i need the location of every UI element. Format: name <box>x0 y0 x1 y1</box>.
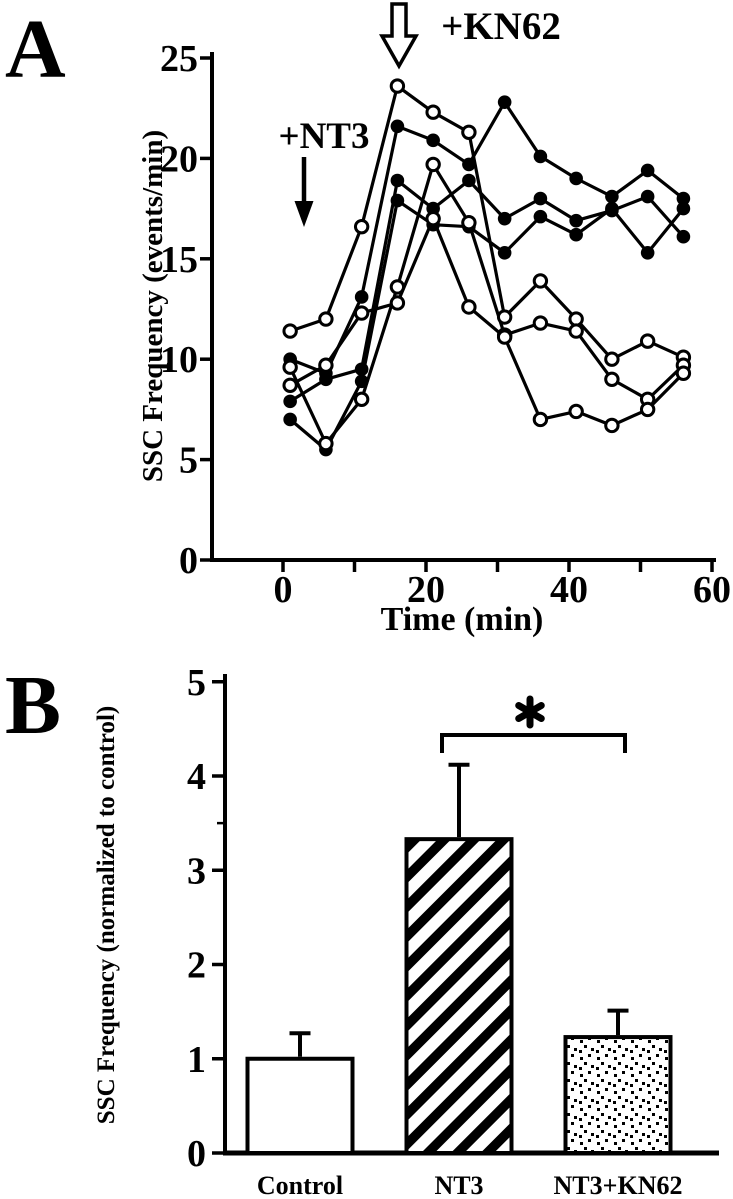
panel-a-y-axis-title: SSC Frequency (events/min) <box>137 129 169 483</box>
data-point-filled <box>498 95 512 109</box>
data-point-filled <box>534 150 548 164</box>
data-point-filled <box>355 290 369 304</box>
data-point-open <box>677 367 689 379</box>
data-point-open <box>606 419 618 431</box>
data-point-open <box>391 80 403 92</box>
data-point-filled <box>641 246 655 260</box>
data-point-open <box>534 413 546 425</box>
data-point-filled <box>641 164 655 178</box>
data-point-open <box>427 158 439 170</box>
data-point-filled <box>534 192 548 206</box>
data-point-open <box>320 359 332 371</box>
y-tick-label: 20 <box>160 138 198 181</box>
panel-a-letter: A <box>5 3 66 96</box>
y-tick-label: 4 <box>187 756 206 798</box>
data-point-open <box>284 325 296 337</box>
data-point-open <box>427 106 439 118</box>
data-point-open <box>320 313 332 325</box>
data-point-open <box>355 393 367 405</box>
data-point-open <box>320 437 332 449</box>
data-point-filled <box>569 228 583 242</box>
data-point-filled <box>677 202 691 216</box>
data-point-open <box>355 220 367 232</box>
data-point-filled <box>641 190 655 204</box>
data-point-open <box>534 275 546 287</box>
data-point-filled <box>462 158 476 172</box>
nt3-solid-arrow-head <box>295 201 314 227</box>
x-tick-label: 20 <box>407 569 445 611</box>
significance-bracket <box>442 735 625 753</box>
data-point-open <box>284 379 296 391</box>
data-point-filled <box>391 119 405 133</box>
data-point-open <box>427 212 439 224</box>
kn62-open-arrow <box>382 4 416 66</box>
y-tick-label: 5 <box>187 661 206 704</box>
bar-nt3+kn62 <box>566 1037 671 1153</box>
data-point-filled <box>569 172 583 186</box>
data-point-filled <box>391 194 405 208</box>
data-point-filled <box>426 134 440 148</box>
panel-b-letter: B <box>5 659 62 752</box>
data-point-open <box>498 311 510 323</box>
data-point-filled <box>498 246 512 260</box>
data-point-open <box>463 216 475 228</box>
data-point-filled <box>355 362 369 376</box>
data-point-open <box>606 373 618 385</box>
data-point-filled <box>391 174 405 188</box>
panel-b-y-axis-title: SSC Frequency (normalized to control) <box>93 705 120 1125</box>
bar-label-nt3-kn62: NT3+KN62 <box>553 1171 683 1199</box>
data-point-open <box>463 301 475 313</box>
data-point-open <box>641 335 653 347</box>
y-tick-label: 10 <box>160 339 198 382</box>
series-line-filled-cell-2 <box>290 181 683 402</box>
y-tick-label: 15 <box>160 238 198 281</box>
y-tick-label: 5 <box>179 439 198 482</box>
data-point-open <box>641 403 653 415</box>
data-point-open <box>391 297 403 309</box>
data-point-filled <box>283 413 297 427</box>
data-point-open <box>534 317 546 329</box>
x-tick-label: 60 <box>693 569 731 611</box>
x-tick-label: 0 <box>273 569 293 611</box>
y-tick-label: 1 <box>187 1038 206 1081</box>
data-point-open <box>570 313 582 325</box>
bar-nt3 <box>407 839 512 1153</box>
data-point-open <box>606 353 618 365</box>
bar-label-nt3: NT3 <box>434 1171 484 1199</box>
data-point-open <box>391 281 403 293</box>
x-tick-label: 40 <box>550 569 588 611</box>
annotation-kn62-label: +KN62 <box>441 5 561 48</box>
data-point-filled <box>283 395 297 409</box>
bar-label-control: Control <box>256 1171 344 1199</box>
panel-a-line-chart <box>160 4 731 611</box>
y-tick-label: 0 <box>187 1133 206 1175</box>
data-point-filled <box>319 372 333 386</box>
data-point-filled <box>605 190 619 204</box>
data-point-open <box>284 361 296 373</box>
y-tick-label: 3 <box>187 850 206 893</box>
data-point-open <box>463 126 475 138</box>
data-point-filled <box>534 210 548 224</box>
data-point-filled <box>677 230 691 244</box>
y-tick-label: 25 <box>160 38 198 80</box>
y-tick-label: 0 <box>179 540 198 582</box>
data-point-filled <box>462 174 476 188</box>
data-point-filled <box>605 202 619 216</box>
bar-control <box>248 1059 353 1153</box>
data-point-open <box>355 307 367 319</box>
data-point-open <box>570 405 582 417</box>
annotation-nt3-label: +NT3 <box>278 116 370 157</box>
y-tick-label: 2 <box>187 944 206 987</box>
data-point-filled <box>355 374 369 388</box>
data-point-open <box>498 331 510 343</box>
data-point-filled <box>498 212 512 226</box>
panel-b-bar-chart <box>187 662 719 1175</box>
data-point-filled <box>569 214 583 228</box>
data-point-open <box>570 325 582 337</box>
panel-a-x-axis-title: Time (min) <box>380 601 544 638</box>
